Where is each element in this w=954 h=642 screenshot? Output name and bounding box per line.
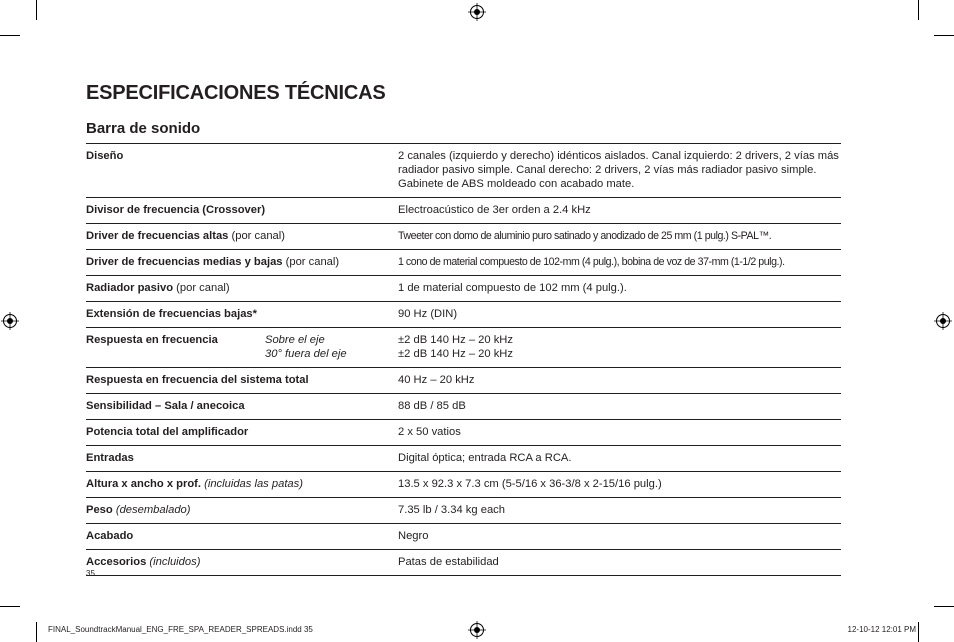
spec-value	[398, 307, 841, 321]
spec-label-note: (incluidas las patas)	[201, 478, 303, 490]
spec-value	[398, 555, 841, 569]
spec-label-text: Acabado	[86, 530, 134, 542]
spec-value-line: 88 dB / 85 dB	[398, 400, 466, 412]
spec-label-note: (por canal)	[228, 230, 285, 242]
footer-timestamp: 12-10-12 12:01 PM	[847, 625, 916, 634]
crop-mark	[918, 0, 919, 20]
spec-value-line: 7.35 lb / 3.34 kg each	[398, 504, 505, 516]
spec-label-note: (por canal)	[282, 256, 340, 268]
spec-row	[86, 328, 841, 368]
spec-sublabel: Sobre el eje	[265, 334, 325, 346]
spec-label	[86, 503, 398, 517]
spec-value-line: 2 x 50 vatios	[398, 426, 461, 438]
spec-label	[86, 477, 398, 491]
registration-mark-icon	[934, 312, 952, 330]
spec-value-line: 1 de material compuesto de 102 mm (4 pulg.).	[398, 282, 627, 294]
registration-mark-icon	[468, 3, 486, 21]
spec-label	[86, 555, 398, 569]
spec-row	[86, 498, 841, 524]
spec-label-text: Respuesta en frecuencia	[86, 334, 218, 346]
spec-value-line: 13.5 x 92.3 x 7.3 cm (5-5/16 x 36-3/8 x 2-15/16 pulg.)	[398, 478, 662, 490]
spec-label-text: Diseño	[86, 150, 124, 162]
spec-row	[86, 276, 841, 302]
spec-label	[86, 451, 398, 465]
page-title: ESPECIFICACIONES TÉCNICAS	[86, 82, 386, 104]
spec-row	[86, 472, 841, 498]
spec-row	[86, 420, 841, 446]
spec-table	[86, 143, 841, 576]
spec-label-text: Extensión de frecuencias bajas*	[86, 308, 257, 320]
spec-value	[398, 281, 841, 295]
spec-value	[398, 529, 841, 543]
spec-label	[86, 399, 398, 413]
spec-value-line: Tweeter con domo de aluminio puro satinado y anodizado de 25 mm (1 pulg.) S-PAL™.	[398, 230, 772, 242]
crop-mark	[934, 606, 954, 607]
spec-label-text: Divisor de frecuencia (Crossover)	[86, 204, 266, 216]
crop-mark	[0, 35, 20, 36]
spec-label-text: Driver de frecuencias altas	[86, 230, 229, 242]
spec-value-line: ±2 dB 140 Hz – 20 kHz	[398, 334, 513, 346]
spec-label-note: (desembalado)	[112, 504, 191, 516]
spec-label-text: Altura x ancho x prof.	[86, 478, 201, 490]
spec-row	[86, 446, 841, 472]
crop-mark	[0, 606, 20, 607]
spec-value-line: 1 cono de material compuesto de 102-mm (4 pulg.), bobina de voz de 37-mm (1-1/2 pulg.).	[398, 256, 785, 268]
crop-mark	[36, 0, 37, 20]
registration-mark-icon	[1, 312, 19, 330]
spec-value-line: Electroacústico de 3er orden a 2.4 kHz	[398, 204, 591, 216]
spec-value-line: 40 Hz – 20 kHz	[398, 374, 475, 386]
crop-mark	[36, 622, 37, 642]
spec-label-note: (por canal)	[173, 282, 230, 294]
spec-value	[398, 255, 841, 269]
spec-label	[86, 203, 398, 217]
spec-value-line: Patas de estabilidad	[398, 556, 499, 568]
spec-label-text: Respuesta en frecuencia del sistema total	[86, 374, 309, 386]
spec-label-text: Potencia total del amplificador	[86, 426, 249, 438]
spec-row	[86, 250, 841, 276]
spec-value	[398, 399, 841, 413]
spec-row	[86, 224, 841, 250]
footer-filename: FINAL_SoundtrackManual_ENG_FRE_SPA_READER_SPREADS.indd 35	[48, 625, 313, 634]
spec-label-text: Accesorios	[86, 556, 147, 568]
crop-mark	[918, 622, 919, 642]
spec-value	[398, 373, 841, 387]
spec-value-line: ±2 dB 140 Hz – 20 kHz	[398, 348, 513, 360]
spec-label-note: (incluidos)	[146, 556, 201, 568]
spec-value	[398, 333, 841, 361]
spec-value	[398, 503, 841, 517]
spec-value	[398, 425, 841, 439]
spec-value-line: 90 Hz (DIN)	[398, 308, 458, 320]
spec-label	[86, 307, 398, 321]
spec-row	[86, 550, 841, 576]
spec-row	[86, 144, 841, 198]
spec-label	[86, 333, 398, 361]
spec-label	[86, 425, 398, 439]
spec-label-text: Driver de frecuencias medias y bajas	[86, 256, 283, 268]
spec-value-line: Negro	[398, 530, 429, 542]
registration-mark-icon	[468, 621, 486, 639]
spec-value	[398, 477, 841, 491]
spec-label	[86, 529, 398, 543]
spec-label	[86, 149, 398, 191]
spec-label	[86, 229, 398, 243]
spec-value-line: 2 canales (izquierdo y derecho) idénticos aislados. Canal izquierdo: 2 drivers, 2 vías más radiador pasivo simple. Canal derecho: 2 drivers, 2 vías más radiador pasivo simple. Gabinete de ABS moldeado con acabado mate.	[398, 150, 839, 190]
crop-mark	[934, 35, 954, 36]
spec-row	[86, 198, 841, 224]
spec-label	[86, 373, 398, 387]
spec-row	[86, 394, 841, 420]
spec-value	[398, 451, 841, 465]
spec-value	[398, 149, 841, 191]
spec-label-text: Radiador pasivo	[86, 282, 174, 294]
spec-value-line: Digital óptica; entrada RCA a RCA.	[398, 452, 572, 464]
spec-row	[86, 302, 841, 328]
spec-label	[86, 255, 398, 269]
spec-sublabel: 30° fuera del eje	[265, 348, 347, 360]
spec-label-text: Peso	[86, 504, 113, 516]
page-number: 35	[86, 569, 95, 578]
spec-row	[86, 524, 841, 550]
spec-value	[398, 229, 841, 243]
spec-label-text: Entradas	[86, 452, 134, 464]
spec-label-text: Sensibilidad – Sala / anecoica	[86, 400, 245, 412]
spec-value	[398, 203, 841, 217]
spec-label	[86, 281, 398, 295]
spec-row	[86, 368, 841, 394]
section-subtitle: Barra de sonido	[86, 120, 201, 137]
